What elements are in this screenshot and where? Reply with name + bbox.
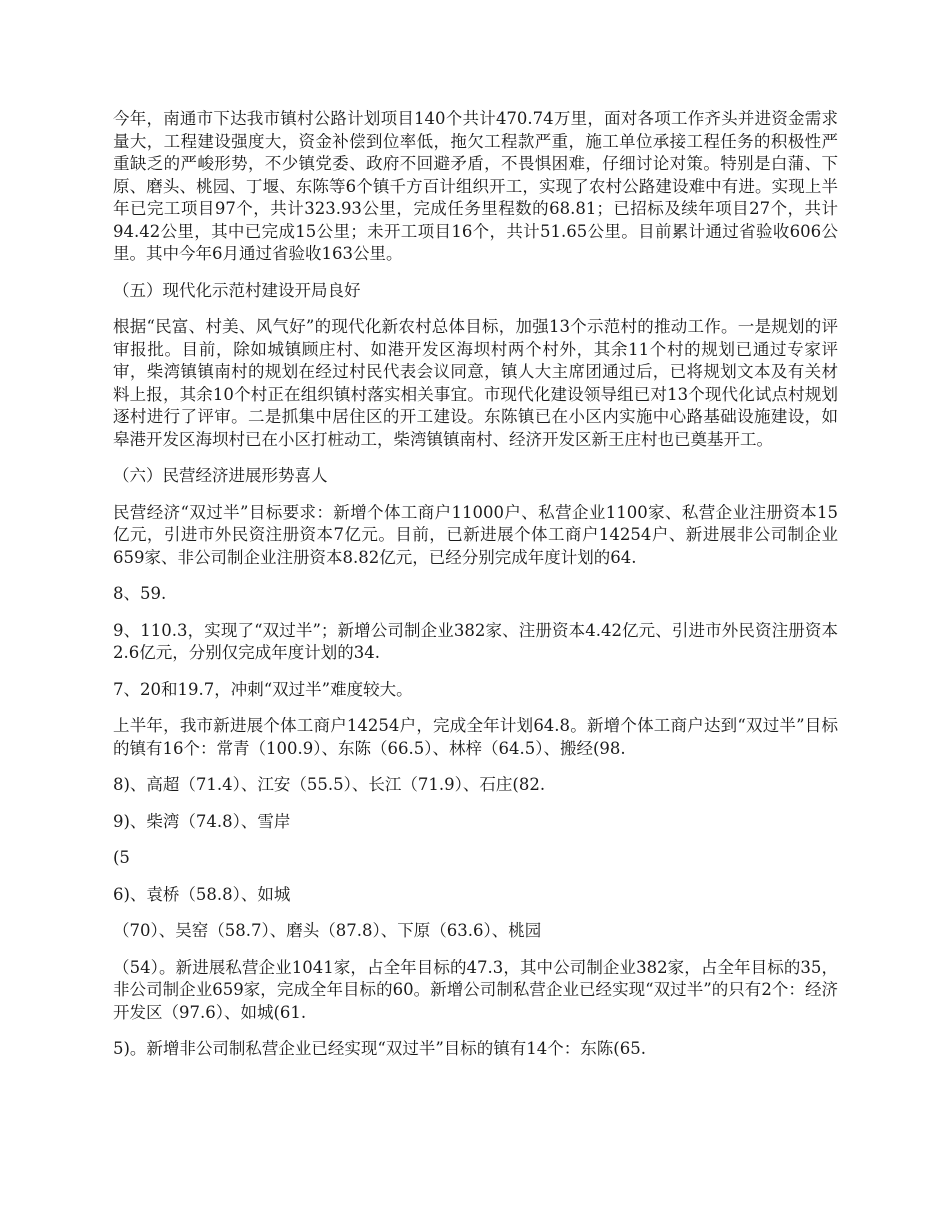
paragraph-fragment: 5)。新增非公司制私营企业已经实现“双过半”目标的镇有14个：东陈(65. [113, 1039, 646, 1058]
paragraph-fragment: （70）、吴窑（58.7）、磨头（87.8）、下原（63.6）、桃园 [113, 921, 542, 940]
paragraph-fragment: 8)、高超（71.4）、江安（55.5）、长江（71.9）、石庄(82. [113, 775, 546, 794]
paragraph-fragment: 6)、袁桥（58.8）、如城 [113, 884, 291, 904]
paragraph-company-enterprises: 9、110.3，实现了“双过半”；新增公司制企业382家、注册资本4.42亿元、引进市外民资注册资本2.6亿元，分别仅完成年度计划的34. [113, 620, 838, 662]
section-heading-model-village: （五）现代化示范村建设开局良好 [113, 280, 361, 300]
section-heading-private-economy: （六）民营经济进展形势喜人 [113, 466, 328, 485]
paragraph-fragment: 8、59. [113, 584, 167, 603]
paragraph-road-construction: 今年，南通市下达我市镇村公路计划项目140个共计470.74万里，面对各项工作齐头并进资金需求量大，工程建设强度大，资金补偿到位率低，拖欠工程款严重，施工单位承接工程任务的积极性严重缺乏的严峻形势，不少镇党委、政府不回避矛盾，不畏惧困难，仔细讨论对策。特别是白蒲、下原、磨头、桃园、丁堰、东陈等6个镇千方百计组织开工，实现了农村公路建设难中有进。实现上半年已完工项目97个，共计323.93公里，完成任务里程数的68.81；已招标及续年项目27个，共计94.42公里，其中已完成15公里；未开工项目16个，共计51.65公里。目前累计通过省验收606公里。其中今年6月通过省验收163公里。 [113, 109, 838, 263]
paragraph-individual-businesses: 上半年，我市新进展个体工商户14254户，完成全年计划64.8。新增个体工商户达到“双过半”目标的镇有16个：常青（100.9）、东陈（66.5）、林梓（64.5）、搬经(98. [113, 716, 838, 758]
paragraph-fragment: 7、20和19.7，冲刺“双过半”难度较大。 [113, 679, 413, 699]
paragraph-private-economy-targets: 民营经济“双过半”目标要求：新增个体工商户11000户、私营企业1100家、私营企业注册资本15亿元，引进市外民资注册资本7亿元。目前，已新进展个体工商户14254户、新进展非公司制企业659家、非公司制企业注册资本8.82亿元，已经分别完成年度计划的64. [113, 502, 838, 567]
paragraph-fragment: 9)、柴湾（74.8）、雪岸 [113, 811, 291, 831]
paragraph-private-enterprises: （54）。新进展私营企业1041家，占全年目标的47.3，其中公司制企业382家，占全年目标的35，非公司制企业659家，完成全年目标的60。新增公司制私营企业已经实现“双过半”的只有2个：经济开发区（97.6）、如城(61. [113, 957, 838, 1022]
paragraph-model-village: 根据“民富、村美、风气好”的现代化新农村总体目标，加强13个示范村的推动工作。一是规划的评审报批。目前，除如城镇顾庄村、如港开发区海坝村两个村外，其余11个村的规划已通过专家评审，柴湾镇镇南村的规划在经过村民代表会议同意，镇人大主席团通过后，已将规划文本及有关材料上报，其余10个村正在组织镇村落实相关事宜。市现代化建设领导组已对13个现代化试点村规划逐村进行了评审。二是抓集中居住区的开工建设。东陈镇已在小区内实施中心路基础设施建设，如皋港开发区海坝村已在小区打桩动工，柴湾镇镇南村、经济开发区新王庄村也已奠基开工。 [113, 317, 838, 449]
paragraph-fragment: (5 [113, 848, 130, 867]
